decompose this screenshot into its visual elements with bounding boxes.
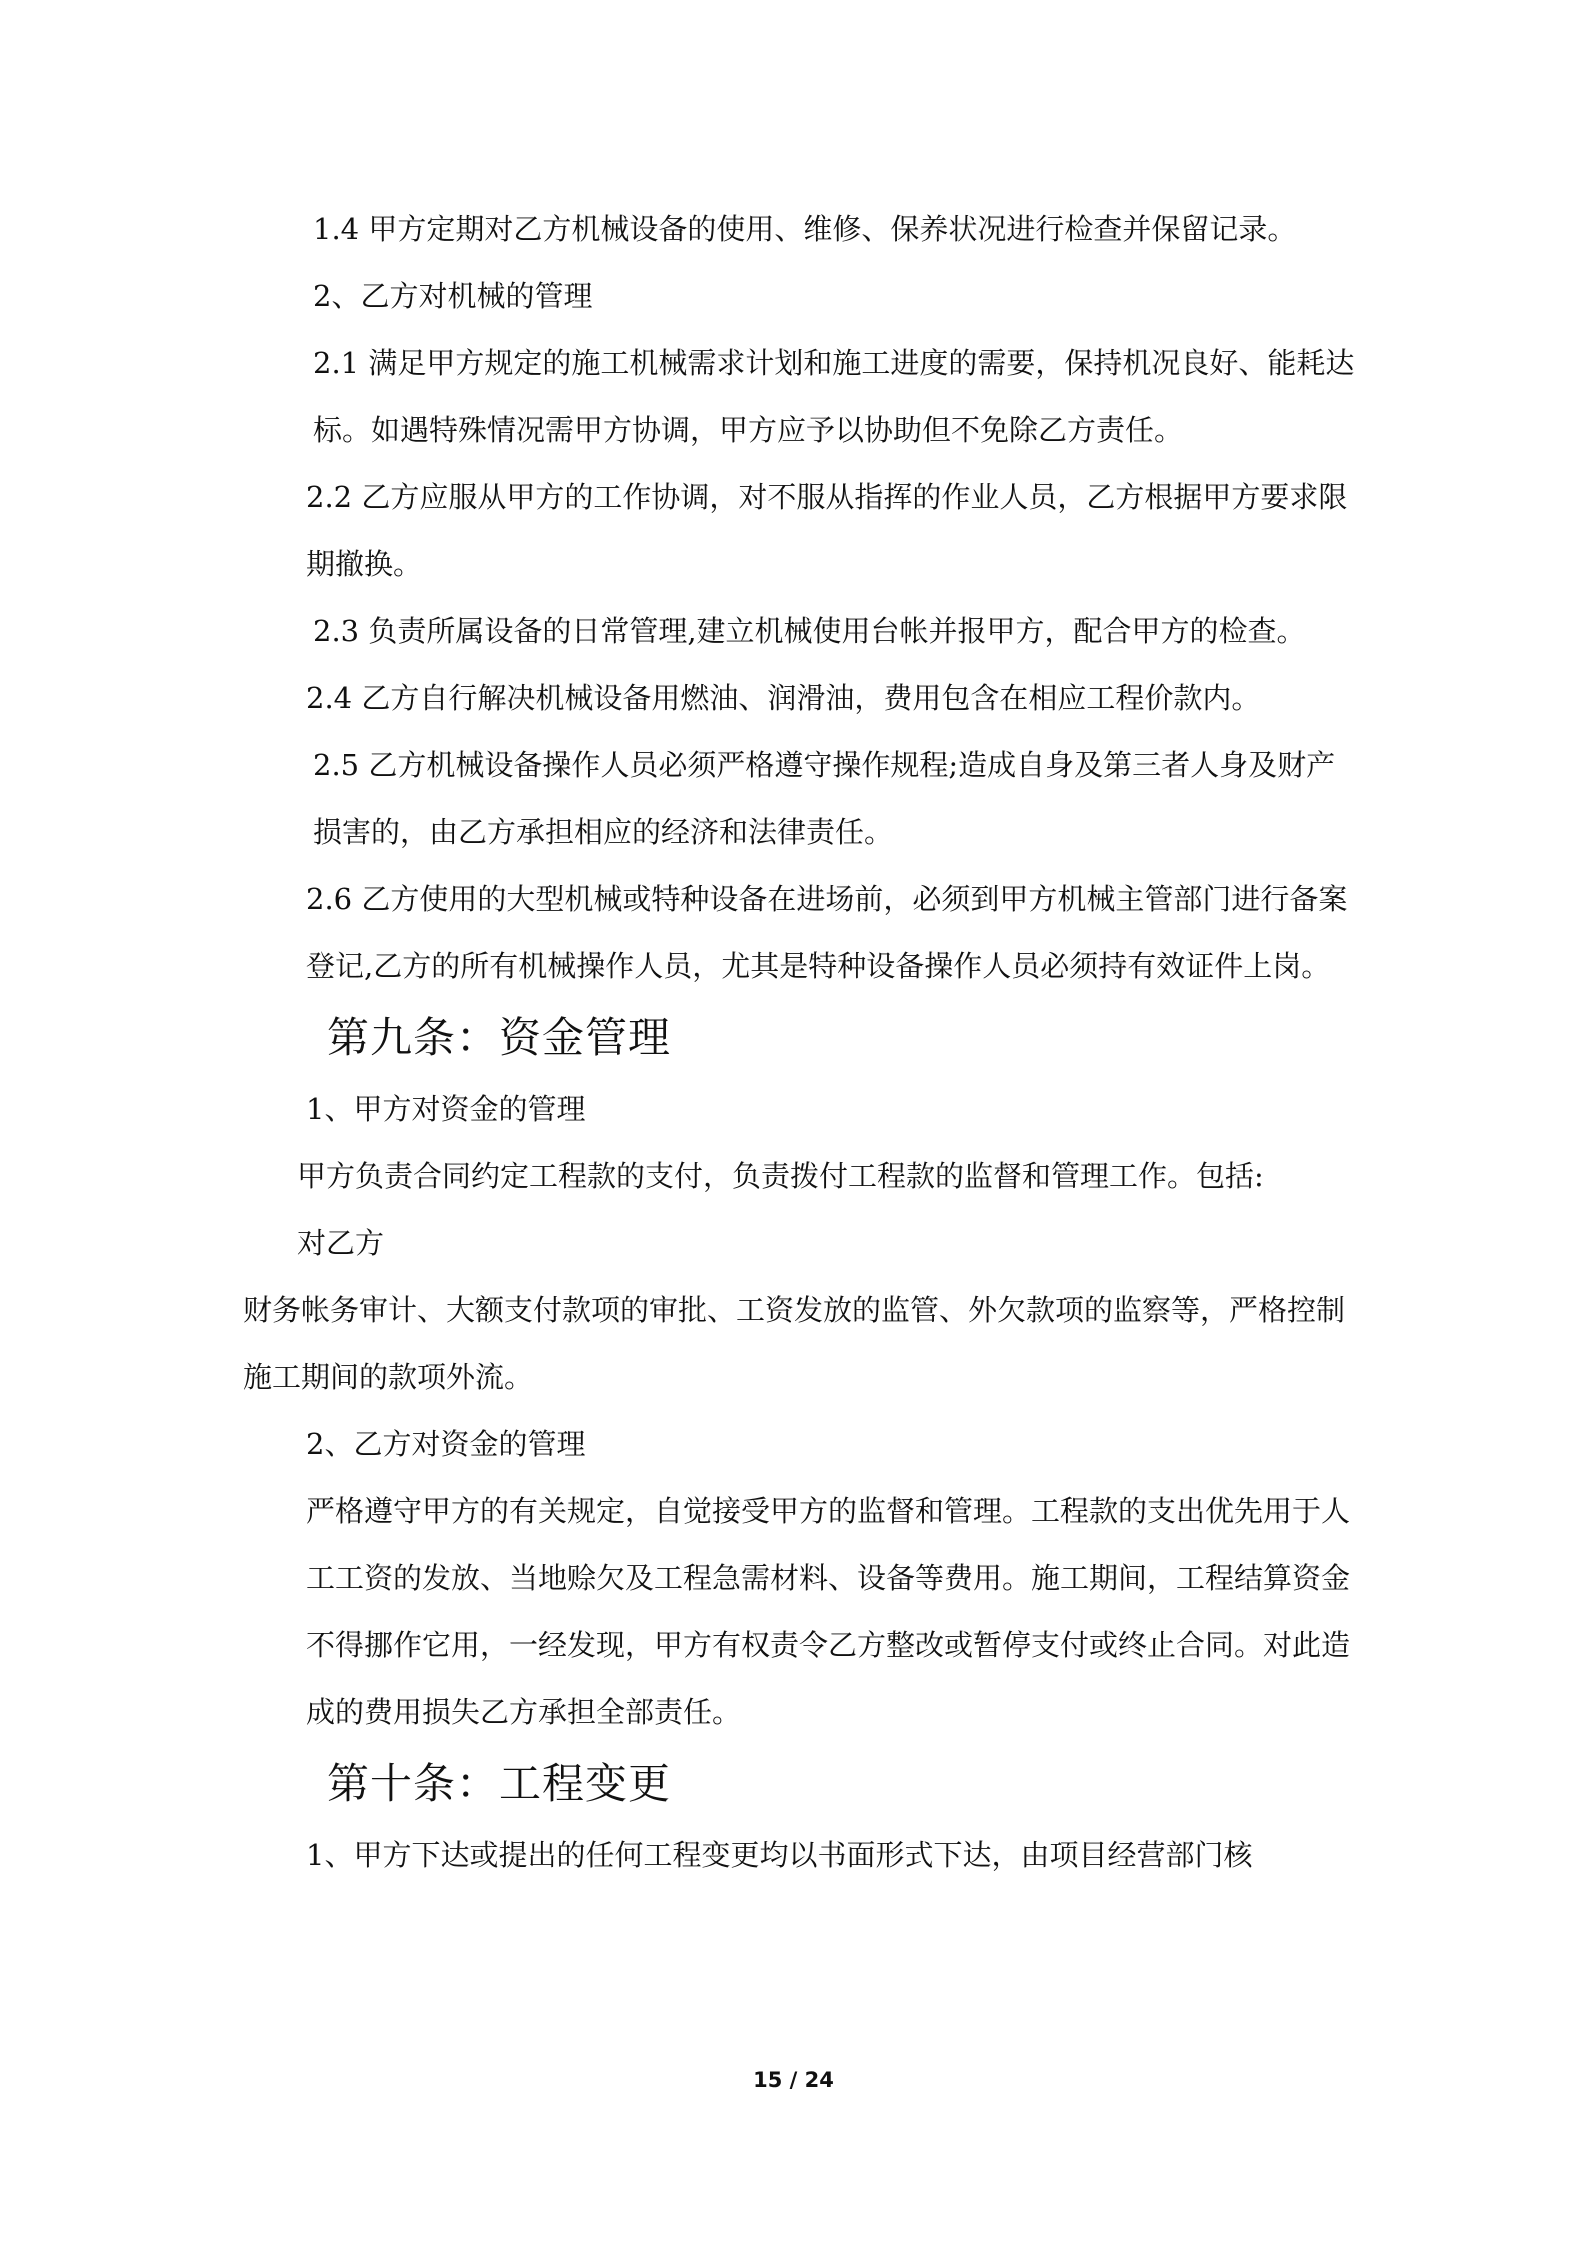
paragraph-p3: 2.1 满足甲方规定的施工机械需求计划和施工进度的需要，保持机况良好、能耗达标。如遇特殊情况需甲方协调，甲方应予以协助但不免除乙方责任。 <box>313 346 1355 447</box>
page-content <box>243 196 1355 1889</box>
paragraph-p8: 2.6 乙方使用的大型机械或特种设备在进场前，必须到甲方机械主管部门进行备案登记,乙方的所有机械操作人员，尤其是特种设备操作人员必须持有效证件上岗。 <box>306 882 1348 983</box>
paragraph-s10-1: 1、甲方下达或提出的任何工程变更均以书面形式下达，由项目经营部门核 <box>306 1838 1253 1872</box>
paragraph-s9-3: 对乙方 <box>297 1226 385 1260</box>
page-number: 15 / 24 <box>753 2068 834 2092</box>
paragraph-s9-1: 1、甲方对资金的管理 <box>306 1092 586 1126</box>
paragraph-s9-4: 财务帐务审计、大额支付款项的审批、工资发放的监管、外欠款项的监察等，严格控制施工期间的款项外流。 <box>243 1293 1346 1394</box>
paragraph-p7: 2.5 乙方机械设备操作人员必须严格遵守操作规程;造成自身及第三者人身及财产损害的，由乙方承担相应的经济和法律责任。 <box>313 748 1336 849</box>
heading-article-10: 第十条：工程变更 <box>327 1759 672 1808</box>
article-10-body <box>243 1822 1355 1889</box>
article-9-body <box>243 1076 1355 1746</box>
paragraph-p2: 2、乙方对机械的管理 <box>313 279 593 313</box>
paragraph-p4: 2.2 乙方应服从甲方的工作协调，对不服从指挥的作业人员，乙方根据甲方要求限期撤换。 <box>306 480 1348 581</box>
heading-article-9: 第九条：资金管理 <box>327 1013 672 1062</box>
paragraph-s9-5: 2、乙方对资金的管理 <box>306 1427 586 1461</box>
paragraph-s9-2: 甲方负责合同约定工程款的支付，负责拨付工程款的监督和管理工作。包括: <box>297 1159 1264 1193</box>
clause-8-continuation <box>243 196 1355 1000</box>
paragraph-p6: 2.4 乙方自行解决机械设备用燃油、润滑油，费用包含在相应工程价款内。 <box>306 681 1261 715</box>
paragraph-p5: 2.3 负责所属设备的日常管理,建立机械使用台帐并报甲方，配合甲方的检查。 <box>313 614 1306 648</box>
paragraph-p1: 1.4 甲方定期对乙方机械设备的使用、维修、保养状况进行检查并保留记录。 <box>313 212 1297 246</box>
paragraph-s9-6: 严格遵守甲方的有关规定，自觉接受甲方的监督和管理。工程款的支出优先用于人工工资的发放、当地赊欠及工程急需材料、设备等费用。施工期间，工程结算资金不得挪作它用，一经发现，甲方有权责令乙方整改或暂停支付或终止合同。对此造成的费用损失乙方承担全部责任。 <box>306 1494 1351 1729</box>
